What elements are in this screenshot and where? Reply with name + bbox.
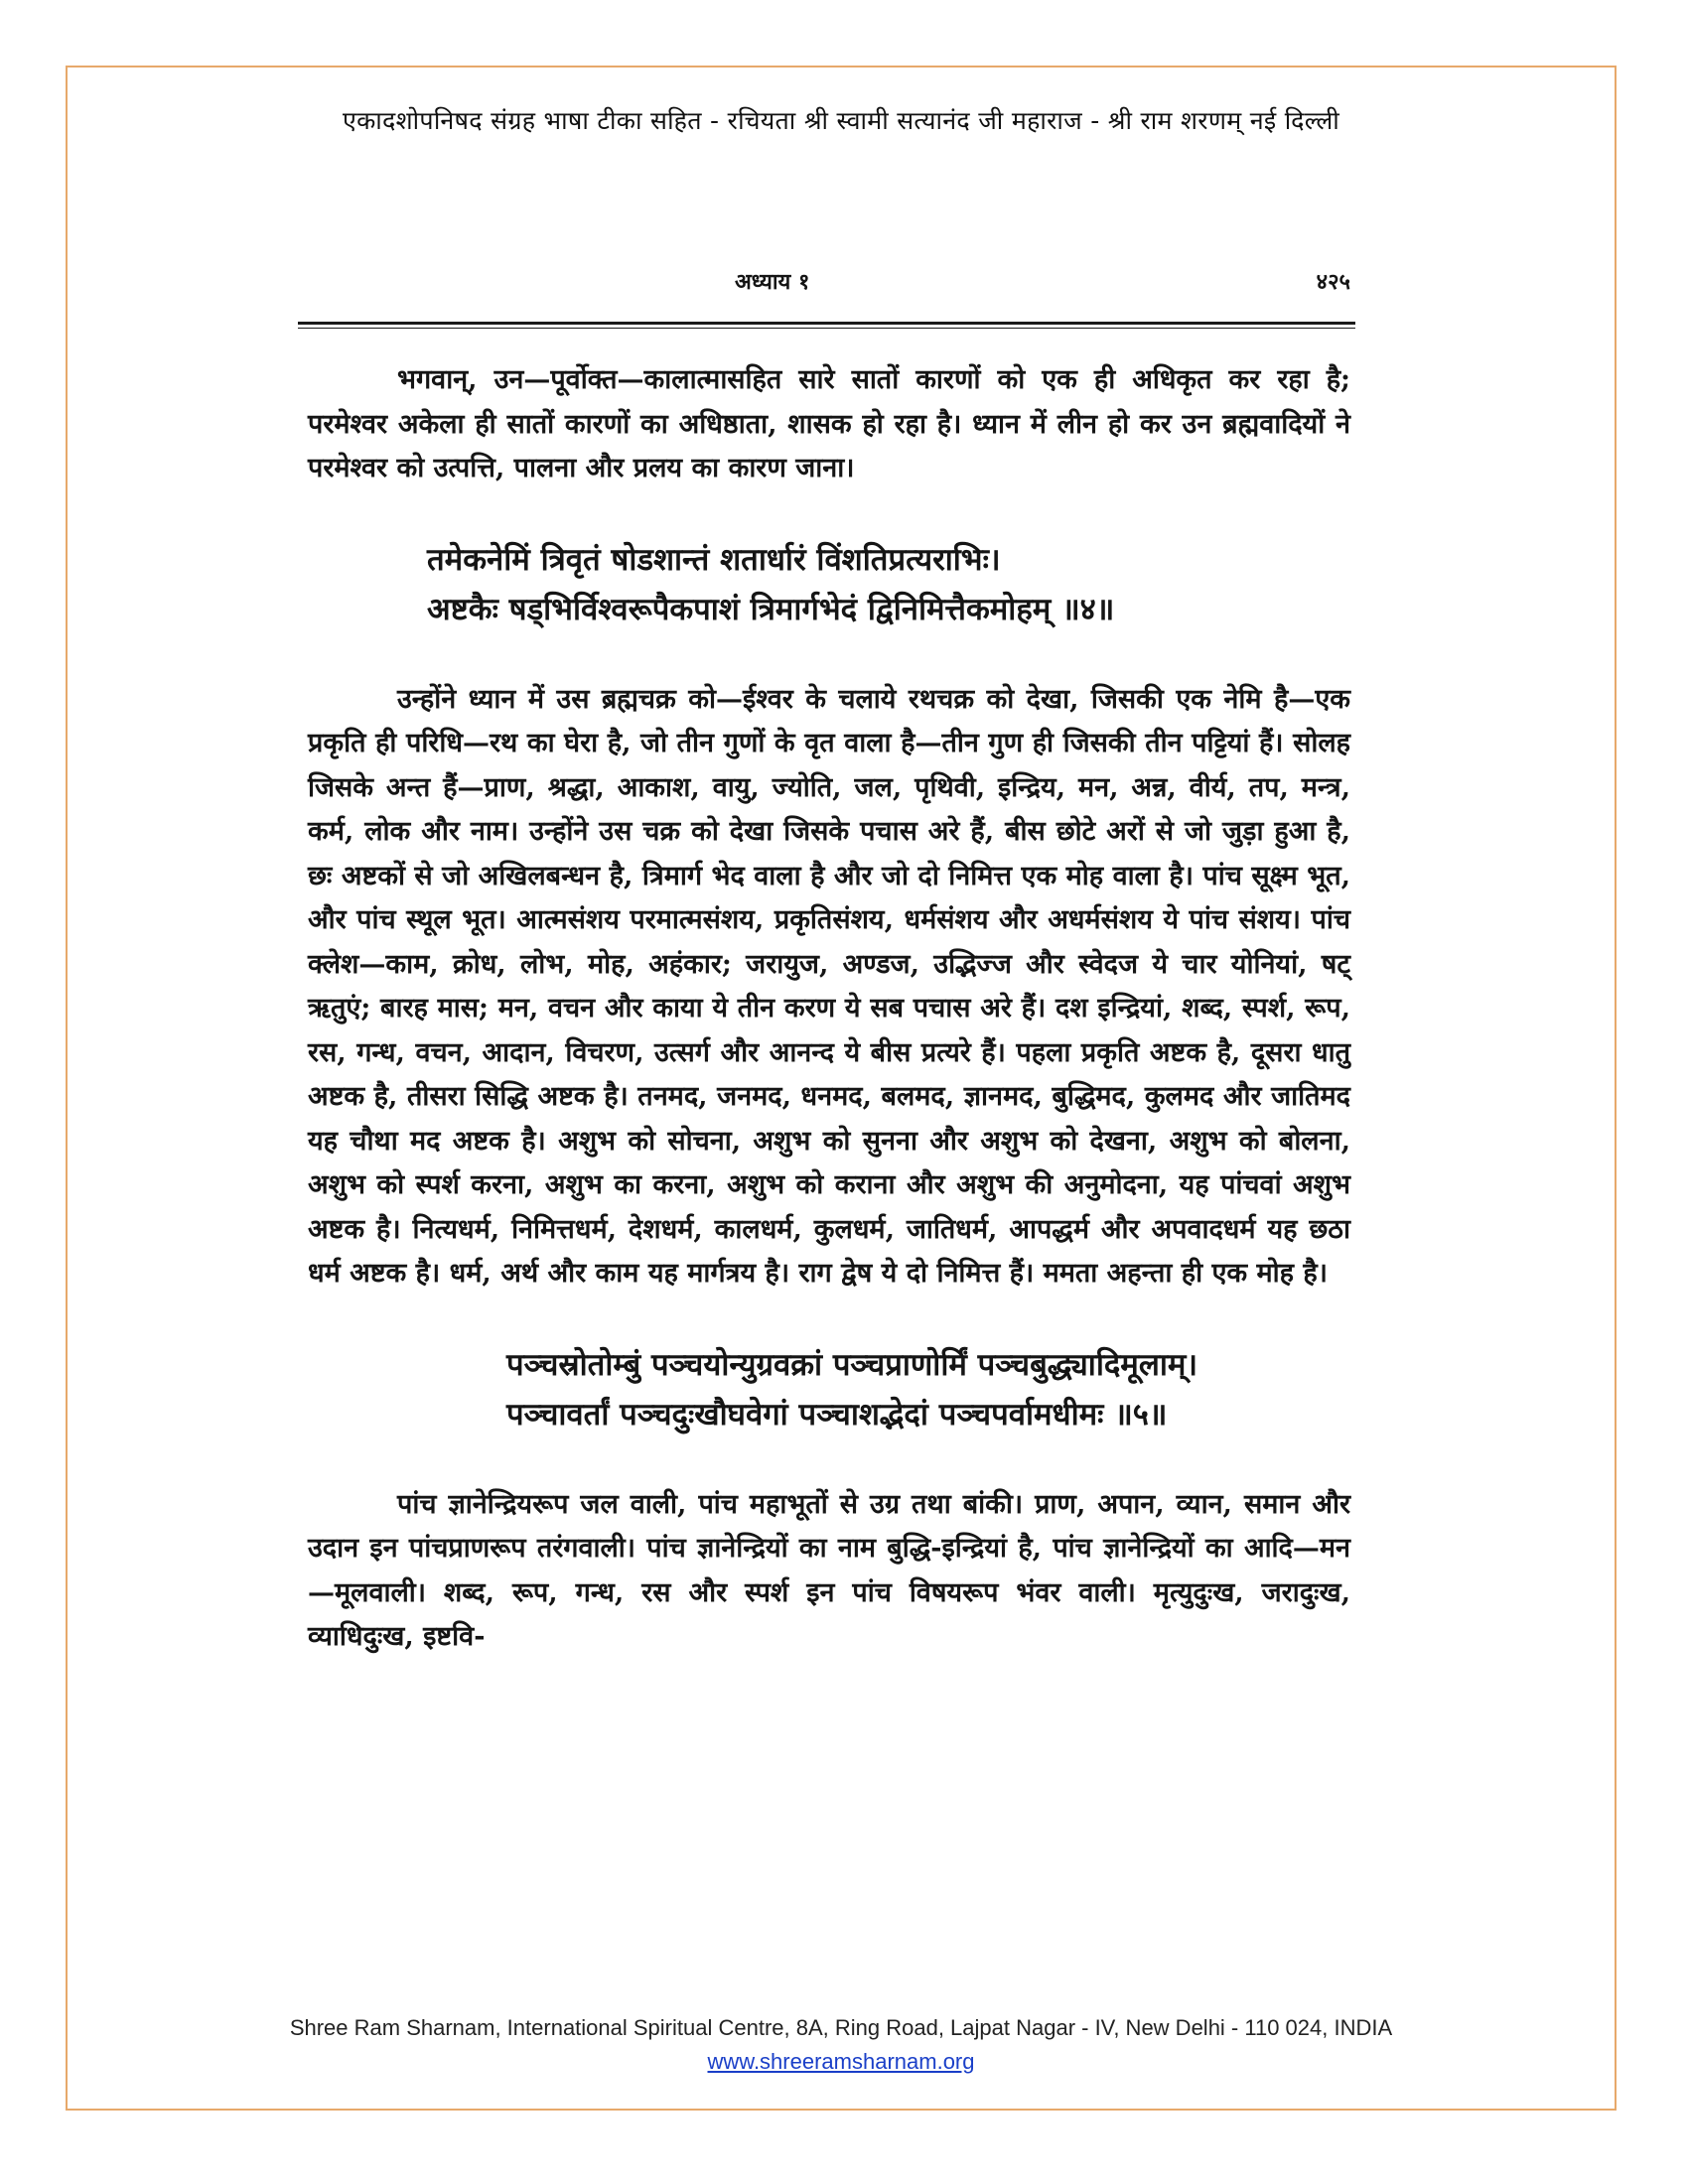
scanned-page bbox=[298, 260, 1370, 1928]
footer-address: Shree Ram Sharnam, International Spiritual Centre, 8A, Ring Road, Lajpat Nagar - IV, New Delhi - 110 024, INDIA bbox=[289, 2015, 1393, 2040]
commentary-paragraph-2: उन्होंने ध्यान में उस ब्रह्मचक्र को—ईश्वर के चलाये रथचक्र को देखा, जिसकी एक नेमि है—एक प्रकृति ही परिधि—रथ का घेरा है, जो तीन गुणों के वृत वाला है—तीन गुण ही जिसकी तीन पट्टियां हैं। सोलह जिसके अन्त हैं—प्राण, श्रद्धा, आकाश, वायु, ज्योति, जल, पृथिवी, इन्द्रिय, मन, अन्न, वीर्य, तप, मन्त्र, कर्म, लोक और नाम। उन्होंने उस चक्र को देखा जिसके पचास अरे हैं, बीस छोटे अरों से जो जुड़ा हुआ है, छः अष्टकों से जो अखिलबन्धन है, त्रिमार्ग भेद वाला है और जो दो निमित्त एक मोह वाला है। पांच सूक्ष्म भूत, और पांच स्थूल भूत। आत्मसंशय परमात्मसंशय, प्रकृतिसंशय, धर्मसंशय और अधर्मसंशय ये पांच संशय। पांच क्लेश—काम, क्रोध, लोभ, मोह, अहंकार; जरायुज, अण्डज, उद्भिज्ज और स्वेदज ये चार योनियां, षट् ऋतुएं; बारह मास; मन, वचन और काया ये तीन करण ये सब पचास अरे हैं। दश इन्द्रियां, शब्द, स्पर्श, रूप, रस, गन्ध, वचन, आदान, विचरण, उत्सर्ग और आनन्द ये बीस प्रत्यरे हैं। पहला प्रकृति अष्टक है, दूसरा धातु अष्टक है, तीसरा सिद्धि अष्टक है। तनमद, जनमद, धनमद, बलमद, ज्ञानमद, बुद्धिमद, कुलमद और जातिमद यह चौथा मद अष्टक है। अशुभ को सोचना, अशुभ को सुनना और अशुभ को देखना, अशुभ को बोलना, अशुभ को स्पर्श करना, अशुभ का करना, अशुभ को कराना और अशुभ की अनुमोदना, यह पांचवां अशुभ अष्टक है। नित्यधर्म, निमित्तधर्म, देशधर्म, कालधर्म, कुलधर्म, जातिधर्म, आपद्धर्म और अपवादधर्म यह छठा धर्म अष्टक है। धर्म, अर्थ और काम यह मार्गत्रय है। राग द्वेष ये दो निमित्त हैं। ममता अहन्ता ही एक मोह है। bbox=[308, 683, 1350, 1289]
page-number: ४२५ bbox=[1316, 269, 1350, 295]
commentary-paragraph-1: भगवान्, उन—पूर्वोक्त—कालात्मासहित सारे सातों कारणों को एक ही अधिकृत कर रहा है; परमेश्वर अकेला ही सातों कारणों का अधिष्ठाता, शासक हो रहा है। ध्यान में लीन हो कर उन ब्रह्मवादियों ने परमेश्वर को उत्पत्ति, पालना और प्रलय का कारण जाना। bbox=[308, 364, 1350, 483]
verse-4-line-1: तमेकनेमिं त्रिवृतं षोडशान्तं शतार्धारं विंशतिप्रत्यराभिः। bbox=[427, 541, 1001, 578]
page-header: एकादशोपनिषद संग्रह भाषा टीका सहित - रचियता श्री स्वामी सत्यानंद जी महाराज - श्री राम शरणम् नई दिल्ली bbox=[342, 106, 1340, 135]
page-footer bbox=[66, 2015, 1617, 2075]
verse-5-line-1: पञ्चस्रोतोम्बुं पञ्चयोन्युग्रवक्रां पञ्चप्राणोर्मिं पञ्चबुद्ध्यादिमूलाम्। bbox=[506, 1346, 1198, 1383]
website-link[interactable]: www.shreeramsharnam.org bbox=[707, 2049, 975, 2074]
commentary-paragraph-3: पांच ज्ञानेन्द्रियरूप जल वाली, पांच महाभूतों से उग्र तथा बांकी। प्राण, अपान, व्यान, समान और उदान इन पांचप्राणरूप तरंगवाली। पांच ज्ञानेन्द्रियों का नाम बुद्धि-इन्द्रियां है, पांच ज्ञानेन्द्रियों का आदि—मन—मूलवाली। शब्द, रूप, गन्ध, रस और स्पर्श इन पांच विषयरूप भंवर वाली। मृत्युदुःख, जरादुःख, व्याधिदुःख, इष्टवि- bbox=[308, 1488, 1350, 1652]
verse-5-line-2: पञ्चावर्तां पञ्चदुःखौघवेगां पञ्चाशद्भेदां पञ्चपर्वामधीमः ॥५॥ bbox=[506, 1396, 1168, 1433]
header-rule-thin bbox=[298, 328, 1355, 329]
chapter-label: अध्याय १ bbox=[735, 269, 810, 295]
running-head bbox=[298, 260, 1370, 300]
verse-4-line-2: अष्टकैः षड्भिर्विश्वरूपैकपाशं त्रिमार्गभेदं द्विनिमित्तैकमोहम् ॥४॥ bbox=[427, 591, 1115, 627]
header-rule bbox=[298, 322, 1355, 325]
verse-4 bbox=[298, 535, 1370, 634]
verse-5 bbox=[298, 1340, 1370, 1439]
